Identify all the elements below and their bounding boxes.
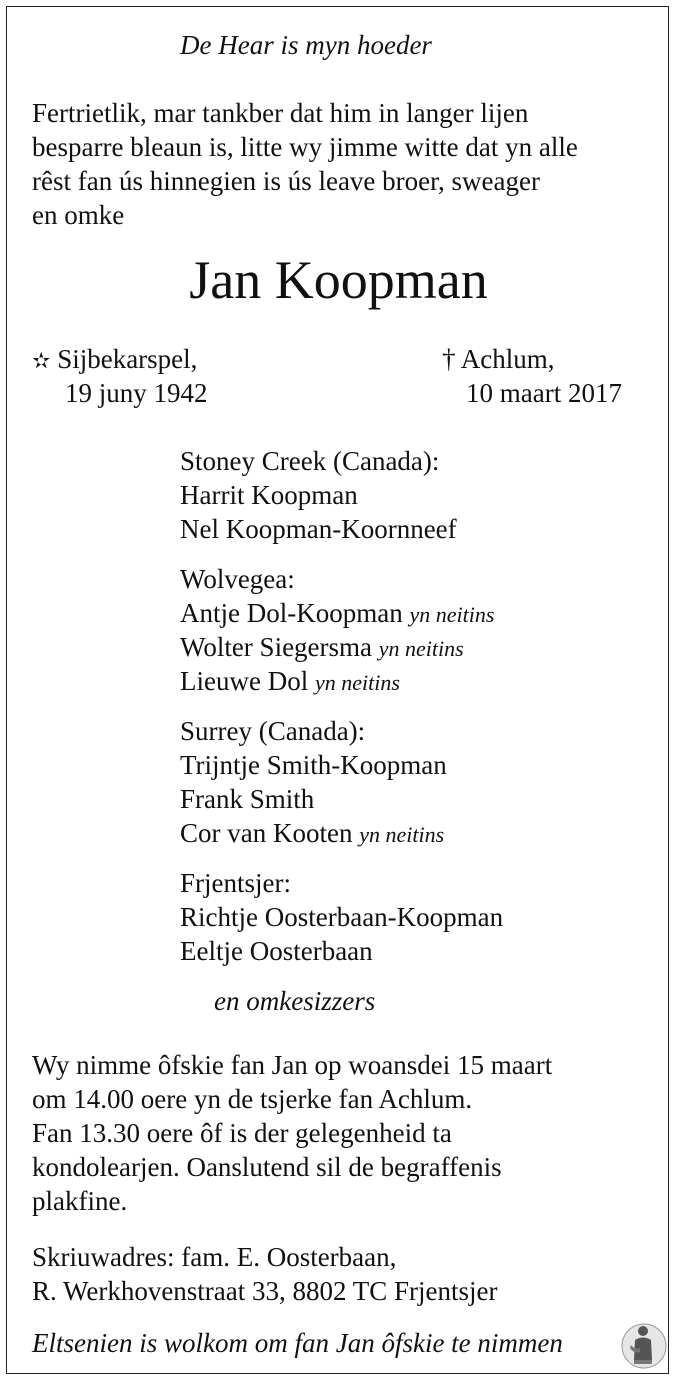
- family-member: [180, 596, 494, 632]
- memorial-figure-icon: [621, 1320, 667, 1372]
- death-cross-icon: †: [442, 344, 456, 374]
- family-member: [180, 664, 400, 700]
- service-line-1: Wy nimme ôfskie fan Jan op woansdei 15 maart: [32, 1050, 553, 1080]
- family-place-wolvegea: Wolvegea:: [180, 564, 295, 594]
- intro-line-2: besparre bleaun is, litte wy jimme witte dat yn alle: [32, 132, 578, 162]
- service-line-2: om 14.00 oere yn de tsjerke fan Achlum.: [32, 1084, 473, 1114]
- address-line-2: R. Werkhovenstraat 33, 8802 TC Frjentsjer: [32, 1276, 498, 1306]
- family-place-stoney-creek: Stoney Creek (Canada):: [180, 446, 440, 476]
- deceased-name: Jan Koopman: [189, 250, 488, 310]
- member-name: Antje Dol-Koopman: [180, 598, 403, 628]
- family-member: Richtje Oosterbaan-Koopman: [180, 902, 504, 932]
- family-member: [180, 748, 447, 782]
- member-name: Lieuwe Dol: [180, 666, 309, 696]
- family-closing: en omkesizzers: [214, 986, 376, 1016]
- heading: De Hear is myn hoeder: [180, 30, 432, 60]
- death-date: 10 maart 2017: [466, 378, 622, 408]
- family-member: Harrit Koopman: [180, 480, 358, 510]
- family-place-surrey: Surrey (Canada):: [180, 716, 366, 746]
- member-name: Wolter Siegersma: [180, 632, 373, 662]
- birth-place: Sijbekarspel,: [57, 344, 198, 374]
- member-name: Trijntje Smith-Koopman: [180, 750, 447, 780]
- member-note: yn neitins: [409, 602, 495, 627]
- death-place: Achlum,: [460, 344, 555, 374]
- family-member: [180, 816, 444, 852]
- member-note: yn neitins: [314, 670, 400, 695]
- address-line-1: Skriuwadres: fam. E. Oosterbaan,: [32, 1242, 397, 1272]
- family-member: [180, 782, 314, 816]
- service-line-3: Fan 13.30 oere ôf is der gelegenheid ta: [32, 1118, 452, 1148]
- family-member: [180, 630, 464, 666]
- member-note: yn neitins: [359, 822, 445, 847]
- birth-date: 19 juny 1942: [65, 378, 208, 408]
- family-member: Nel Koopman-Koornneef: [180, 514, 457, 544]
- intro-line-3: rêst fan ús hinnegien is ús leave broer, sweager: [32, 166, 540, 196]
- death-line: [442, 342, 555, 376]
- intro-line-4: en omke: [32, 200, 125, 230]
- service-line-5: plakfine.: [32, 1186, 128, 1216]
- footer-note: Eltsenien is wolkom om fan Jan ôfskie te nimmen: [32, 1328, 563, 1358]
- member-name: Cor van Kooten: [180, 818, 353, 848]
- member-name: Frank Smith: [180, 784, 315, 814]
- birth-star-icon: ✫: [32, 348, 51, 373]
- birth-line: [32, 342, 197, 378]
- service-line-4: kondolearjen. Oanslutend sil de begraffenis: [32, 1152, 502, 1182]
- family-place-frjentsjer: Frjentsjer:: [180, 868, 291, 898]
- member-note: yn neitins: [378, 636, 464, 661]
- family-member: Eeltje Oosterbaan: [180, 936, 373, 966]
- intro-line-1: Fertrietlik, mar tankber dat him in langer lijen: [32, 98, 529, 128]
